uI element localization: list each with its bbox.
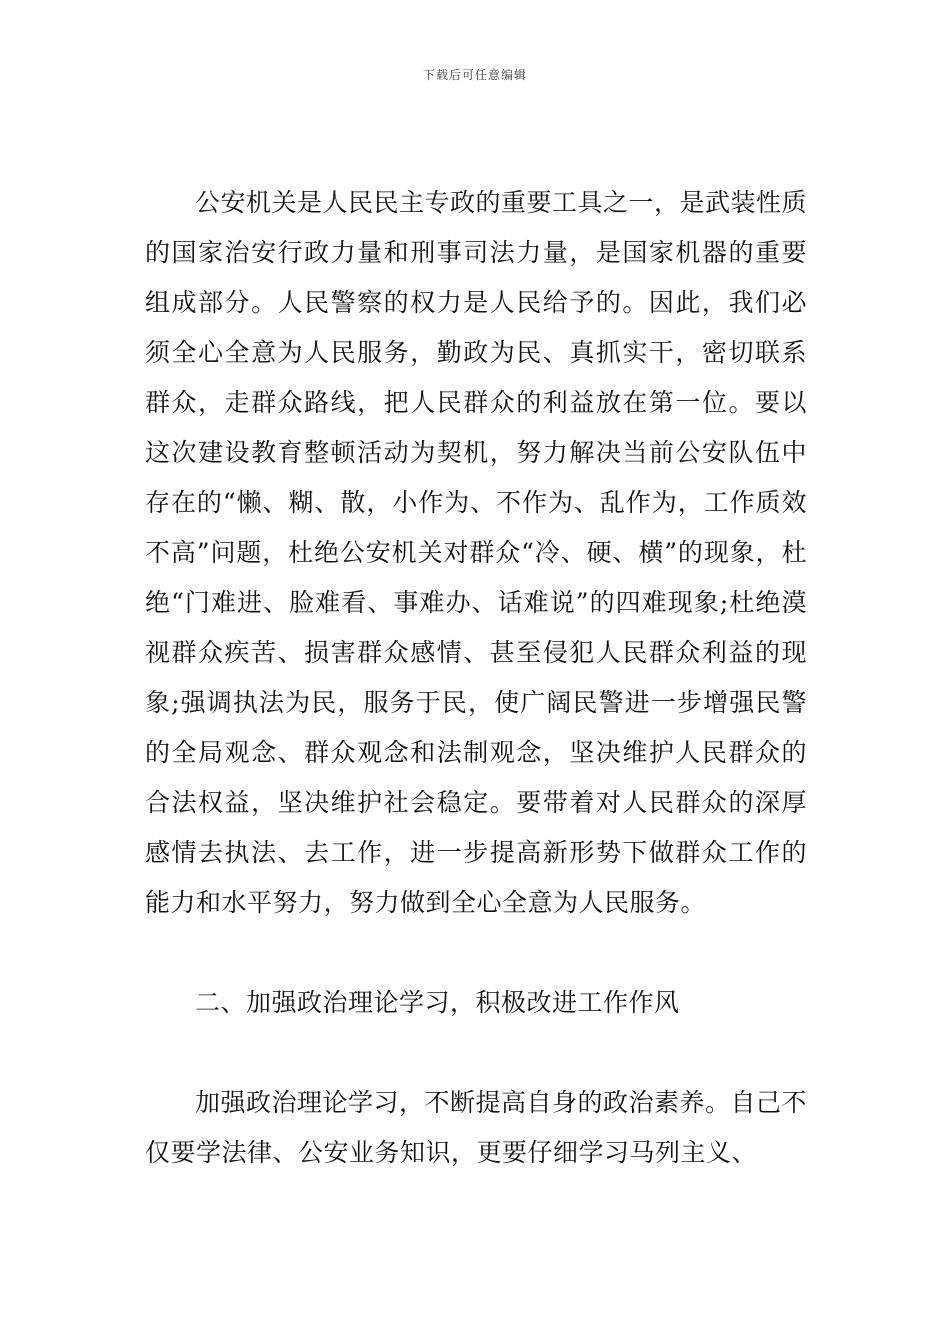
section-heading: 二、加强政治理论学习，积极改进工作作风	[195, 988, 680, 1017]
body-paragraph-2: 加强政治理论学习，不断提高自身的政治素养。自己不仅要学法律、公安业务知识，更要仔细学习马列主义、	[145, 1088, 808, 1167]
body-paragraph-1: 公安机关是人民民主专政的重要工具之一，是武装性质的国家治安行政力量和刑事司法力量，是国家机器的重要组成部分。人民警察的权力是人民给予的。因此，我们必须全心全意为人民服务，勤政为民、真抓实干，密切联系群众，走群众路线，把人民群众的利益放在第一位。要以这次建设教育整顿活动为契机，努力解决当前公安队伍中存在的“懒、糊、散，小作为、不作为、乱作为，工作质效不高”问题，杜绝公安机关对群众“冷、硬、横”的现象，杜绝“门难进、脸难看、事难办、话难说”的四难现象;杜绝漠视群众疾苦、损害群众感情、甚至侵犯人民群众利益的现象;强调执法为民，服务于民，使广阔民警进一步增强民警的全局观念、群众观念和法制观念，坚决维护人民群众的合法权益，坚决维护社会稳定。要带着对人民群众的深厚感情去执法、去工作，进一步提高新形势下做群众工作的能力和水平努力，努力做到全心全意为人民服务。	[145, 188, 808, 917]
page-header: 下载后可任意编辑	[422, 68, 527, 82]
document-body	[145, 178, 807, 1178]
